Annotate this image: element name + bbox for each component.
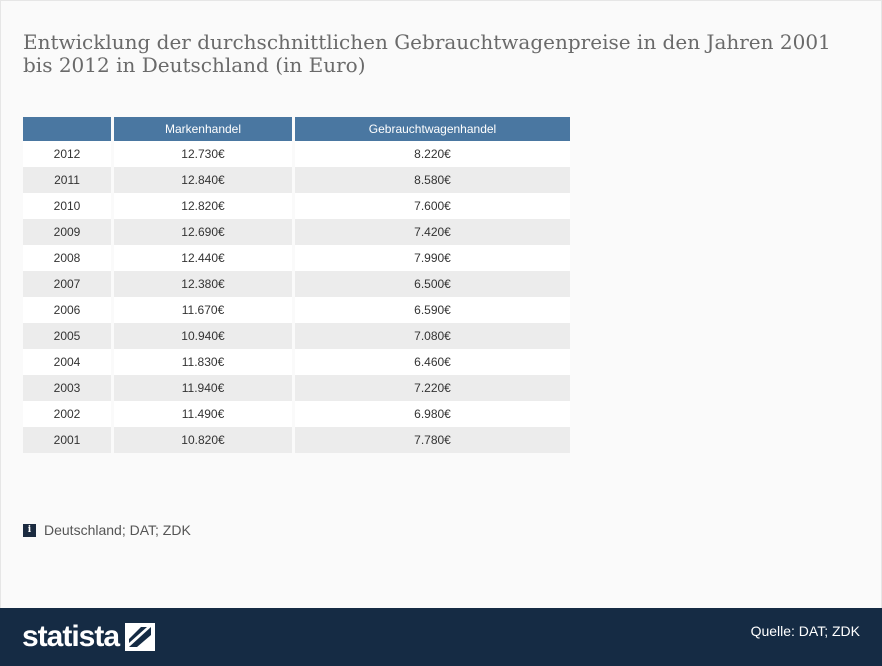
column-header-markenhandel: Markenhandel <box>114 117 295 141</box>
cell-markenhandel: 12.820€ <box>114 193 295 219</box>
brand-name: statista <box>22 620 120 653</box>
cell-gebrauchtwagenhandel: 6.460€ <box>295 349 570 375</box>
cell-year: 2001 <box>23 427 114 453</box>
table-row <box>23 245 570 271</box>
cell-markenhandel: 10.940€ <box>114 323 295 349</box>
cell-gebrauchtwagenhandel: 7.420€ <box>295 219 570 245</box>
table-row <box>23 219 570 245</box>
cell-markenhandel: 12.730€ <box>114 141 295 167</box>
cell-year: 2003 <box>23 375 114 401</box>
cell-gebrauchtwagenhandel: 7.220€ <box>295 375 570 401</box>
footer-bar <box>0 608 882 666</box>
cell-gebrauchtwagenhandel: 8.220€ <box>295 141 570 167</box>
table-row <box>23 271 570 297</box>
chart-title: Entwicklung der durchschnittlichen Gebrauchtwagenpreise in den Jahren 2001 bis 2012 in Deutschland (in Euro) <box>23 30 831 77</box>
data-table <box>23 117 570 453</box>
cell-markenhandel: 12.440€ <box>114 245 295 271</box>
cell-markenhandel: 12.380€ <box>114 271 295 297</box>
cell-year: 2008 <box>23 245 114 271</box>
table-body <box>23 141 570 453</box>
cell-gebrauchtwagenhandel: 7.780€ <box>295 427 570 453</box>
table-row <box>23 141 570 167</box>
cell-markenhandel: 11.830€ <box>114 349 295 375</box>
table-row <box>23 427 570 453</box>
table-row <box>23 167 570 193</box>
cell-gebrauchtwagenhandel: 6.980€ <box>295 401 570 427</box>
info-text: Deutschland; DAT; ZDK <box>44 522 191 538</box>
table-row <box>23 297 570 323</box>
cell-markenhandel: 12.840€ <box>114 167 295 193</box>
cell-year: 2007 <box>23 271 114 297</box>
cell-gebrauchtwagenhandel: 6.500€ <box>295 271 570 297</box>
table-row <box>23 323 570 349</box>
statista-logo[interactable] <box>22 620 155 654</box>
table-row <box>23 375 570 401</box>
statista-logo-icon <box>125 623 155 651</box>
cell-gebrauchtwagenhandel: 7.600€ <box>295 193 570 219</box>
table-row <box>23 401 570 427</box>
cell-markenhandel: 11.490€ <box>114 401 295 427</box>
table-row <box>23 193 570 219</box>
cell-year: 2002 <box>23 401 114 427</box>
cell-gebrauchtwagenhandel: 6.590€ <box>295 297 570 323</box>
cell-gebrauchtwagenhandel: 8.580€ <box>295 167 570 193</box>
info-icon[interactable]: i <box>23 524 36 537</box>
cell-markenhandel: 11.940€ <box>114 375 295 401</box>
cell-markenhandel: 11.670€ <box>114 297 295 323</box>
chart-card <box>1 1 881 608</box>
cell-gebrauchtwagenhandel: 7.080€ <box>295 323 570 349</box>
table-row <box>23 349 570 375</box>
source-label: Quelle: DAT; ZDK <box>750 623 860 639</box>
cell-markenhandel: 10.820€ <box>114 427 295 453</box>
cell-year: 2006 <box>23 297 114 323</box>
cell-year: 2009 <box>23 219 114 245</box>
cell-year: 2012 <box>23 141 114 167</box>
cell-year: 2004 <box>23 349 114 375</box>
cell-gebrauchtwagenhandel: 7.990€ <box>295 245 570 271</box>
table-header-row <box>23 117 570 141</box>
cell-year: 2005 <box>23 323 114 349</box>
column-header-year <box>23 117 114 141</box>
cell-year: 2011 <box>23 167 114 193</box>
column-header-gebrauchtwagenhandel: Gebrauchtwagenhandel <box>295 117 570 141</box>
cell-markenhandel: 12.690€ <box>114 219 295 245</box>
cell-year: 2010 <box>23 193 114 219</box>
info-note <box>23 522 191 538</box>
